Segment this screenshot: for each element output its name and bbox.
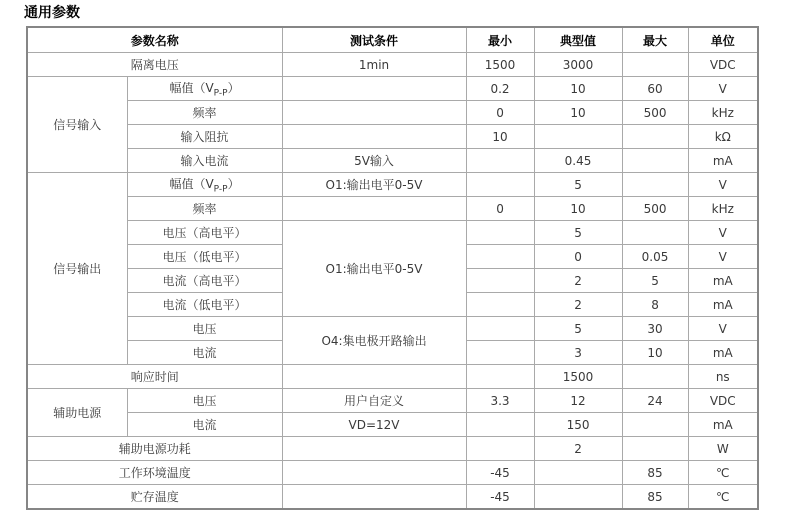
page-title: 通用参数 [24, 5, 80, 21]
table-row [27, 53, 758, 77]
min-value-cell [466, 269, 534, 293]
table-row [27, 437, 758, 461]
header-row [27, 27, 758, 53]
param-name-cell: 电流 [127, 341, 282, 365]
min-value-cell: 0 [466, 101, 534, 125]
min-value-cell [466, 317, 534, 341]
unit-cell: mA [688, 269, 758, 293]
max-value-cell: 60 [622, 77, 688, 101]
min-value-cell: 0 [466, 197, 534, 221]
unit-cell: W [688, 437, 758, 461]
min-value-cell [466, 149, 534, 173]
unit-cell: kHz [688, 197, 758, 221]
condition-cell: 5V输入 [282, 149, 466, 173]
typical-value-cell: 2 [534, 437, 622, 461]
param-name-cell: 幅值$(V_{P-P})$ [127, 173, 282, 197]
unit-cell: mA [688, 341, 758, 365]
typical-value-cell: 2 [534, 269, 622, 293]
min-value-cell [466, 437, 534, 461]
unit-cell: VDC [688, 389, 758, 413]
table-row [27, 197, 758, 221]
param-name-cell: 输入电流 [127, 149, 282, 173]
typical-value-cell: 5 [534, 221, 622, 245]
unit-cell: ns [688, 365, 758, 389]
max-value-cell [622, 149, 688, 173]
typical-value-cell: 150 [534, 413, 622, 437]
unit-cell: mA [688, 413, 758, 437]
max-value-cell: 500 [622, 197, 688, 221]
param-name-cell: 频率 [127, 101, 282, 125]
condition-cell [282, 101, 466, 125]
max-value-cell: 24 [622, 389, 688, 413]
param-name-cell: 输入阻抗 [127, 125, 282, 149]
condition-cell: O4:集电极开路输出 [282, 317, 466, 365]
table-row [27, 173, 758, 197]
table-row [27, 101, 758, 125]
typical-value-cell: 3 [534, 341, 622, 365]
param-name-cell: 电压（高电平） [127, 221, 282, 245]
condition-cell: O1:输出电平0-5V [282, 173, 466, 197]
typical-value-cell: 1500 [534, 365, 622, 389]
min-value-cell: -45 [466, 461, 534, 485]
param-name-cell: 响应时间 [27, 365, 282, 389]
col-header-param-name: 参数名称 [27, 27, 282, 53]
min-value-cell: 3.3 [466, 389, 534, 413]
max-value-cell [622, 365, 688, 389]
typical-value-cell: 2 [534, 293, 622, 317]
min-value-cell [466, 221, 534, 245]
condition-cell [282, 365, 466, 389]
typical-value-cell: 3000 [534, 53, 622, 77]
parameters-table [26, 26, 759, 510]
subscript-text: P-P [213, 184, 228, 195]
table-row [27, 413, 758, 437]
unit-cell: ℃ [688, 485, 758, 510]
param-group-cell: 辅助电源 [27, 389, 127, 437]
max-value-cell: 500 [622, 101, 688, 125]
typical-value-cell: 0.45 [534, 149, 622, 173]
min-value-cell: -45 [466, 485, 534, 510]
typical-value-cell: 12 [534, 389, 622, 413]
unit-cell: V [688, 245, 758, 269]
table-row [27, 125, 758, 149]
condition-cell: 用户自定义 [282, 389, 466, 413]
min-value-cell: 1500 [466, 53, 534, 77]
typical-value-cell [534, 485, 622, 510]
max-value-cell: 0.05 [622, 245, 688, 269]
typical-value-cell: 5 [534, 173, 622, 197]
table-header [27, 27, 758, 53]
param-name-cell: 隔离电压 [27, 53, 282, 77]
unit-cell: VDC [688, 53, 758, 77]
table-row [27, 365, 758, 389]
col-header-unit: 单位 [688, 27, 758, 53]
col-header-typical: 典型值 [534, 27, 622, 53]
typical-value-cell: 0 [534, 245, 622, 269]
col-header-max: 最大 [622, 27, 688, 53]
condition-cell [282, 125, 466, 149]
typical-value-cell: 10 [534, 77, 622, 101]
unit-cell: V [688, 221, 758, 245]
table-row [27, 389, 758, 413]
unit-cell: mA [688, 149, 758, 173]
min-value-cell: 0.2 [466, 77, 534, 101]
table-row [27, 149, 758, 173]
min-value-cell [466, 173, 534, 197]
unit-cell: ℃ [688, 461, 758, 485]
typical-value-cell: 5 [534, 317, 622, 341]
typical-value-cell: 10 [534, 101, 622, 125]
max-value-cell [622, 437, 688, 461]
param-name-cell: 电流（低电平） [127, 293, 282, 317]
col-header-min: 最小 [466, 27, 534, 53]
unit-cell: V [688, 317, 758, 341]
table-row [27, 77, 758, 101]
min-value-cell [466, 245, 534, 269]
min-value-cell [466, 341, 534, 365]
condition-cell [282, 485, 466, 510]
condition-cell [282, 77, 466, 101]
unit-cell: kΩ [688, 125, 758, 149]
min-value-cell [466, 365, 534, 389]
param-group-cell: 信号输出 [27, 173, 127, 365]
condition-cell [282, 461, 466, 485]
param-name-cell: 电流（高电平） [127, 269, 282, 293]
max-value-cell [622, 173, 688, 197]
unit-cell: V [688, 173, 758, 197]
condition-cell: VD=12V [282, 413, 466, 437]
subscript-text: P-P [213, 88, 228, 99]
max-value-cell: 5 [622, 269, 688, 293]
max-value-cell [622, 125, 688, 149]
unit-cell: mA [688, 293, 758, 317]
unit-cell: kHz [688, 101, 758, 125]
param-name-cell: 电流 [127, 413, 282, 437]
min-value-cell [466, 293, 534, 317]
max-value-cell: 85 [622, 485, 688, 510]
table-row [27, 221, 758, 245]
min-value-cell [466, 413, 534, 437]
param-name-cell: 频率 [127, 197, 282, 221]
param-name-cell: 贮存温度 [27, 485, 282, 510]
max-value-cell [622, 53, 688, 77]
table-row [27, 461, 758, 485]
param-name-cell: 电压（低电平） [127, 245, 282, 269]
param-name-cell: 幅值$(V_{P-P})$ [127, 77, 282, 101]
unit-cell: V [688, 77, 758, 101]
max-value-cell: 30 [622, 317, 688, 341]
condition-cell [282, 197, 466, 221]
condition-cell: 1min [282, 53, 466, 77]
typical-value-cell: 10 [534, 197, 622, 221]
param-name-cell: 电压 [127, 389, 282, 413]
max-value-cell: 10 [622, 341, 688, 365]
table-row [27, 485, 758, 510]
min-value-cell: 10 [466, 125, 534, 149]
table-body [27, 53, 758, 510]
param-name-cell: 电压 [127, 317, 282, 341]
condition-cell: O1:输出电平0-5V [282, 221, 466, 317]
typical-value-cell [534, 125, 622, 149]
max-value-cell: 8 [622, 293, 688, 317]
table-row [27, 317, 758, 341]
typical-value-cell [534, 461, 622, 485]
param-name-cell: 工作环境温度 [27, 461, 282, 485]
max-value-cell [622, 221, 688, 245]
col-header-test-condition: 测试条件 [282, 27, 466, 53]
condition-cell [282, 437, 466, 461]
param-name-cell: 辅助电源功耗 [27, 437, 282, 461]
max-value-cell: 85 [622, 461, 688, 485]
max-value-cell [622, 413, 688, 437]
param-group-cell: 信号输入 [27, 77, 127, 173]
